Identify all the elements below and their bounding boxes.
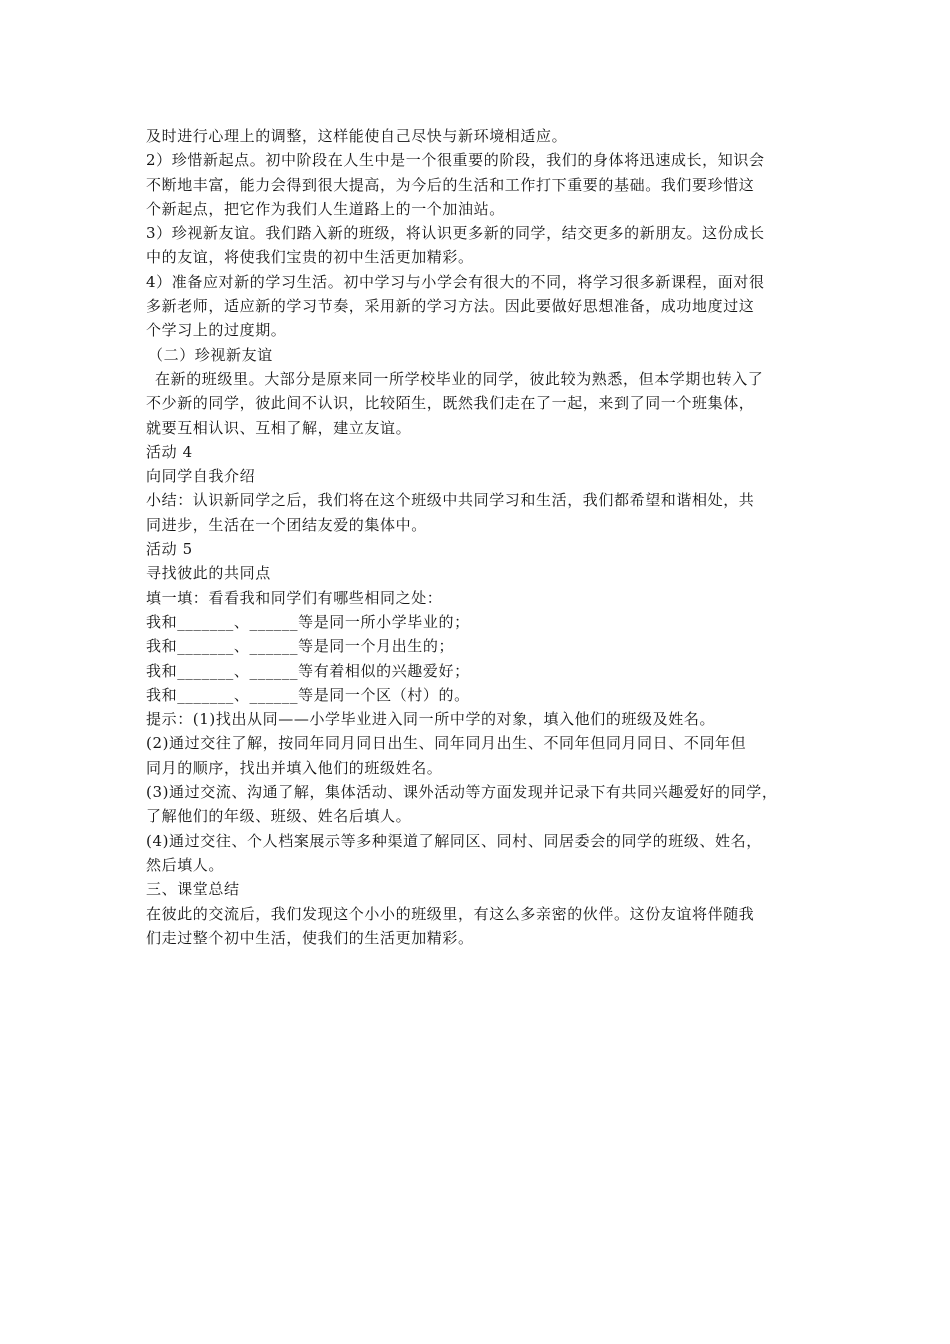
section-heading: （二）珍视新友谊 xyxy=(148,345,273,364)
paragraph-line: 同进步，生活在一个团结友爱的集体中。 xyxy=(146,515,427,534)
fill-in-line: 我和_______、______等是同一个月出生的； xyxy=(146,637,455,656)
activity-heading: 活动 4 xyxy=(146,442,193,461)
fill-in-line: 我和_______、______等有着相似的兴趣爱好； xyxy=(146,661,470,680)
paragraph-line: 了解他们的年级、班级、姓名后填人。 xyxy=(146,807,412,826)
paragraph-line: (4)通过交往、个人档案展示等多种渠道了解同区、同村、同居委会的同学的班级、姓名， xyxy=(146,831,762,850)
paragraph-line: 3）珍视新友谊。我们踏入新的班级，将认识更多新的同学，结交更多的新朋友。这份成长 xyxy=(146,224,765,243)
activity-heading: 活动 5 xyxy=(146,540,193,559)
paragraph-line: 在彼此的交流后，我们发现这个小小的班级里，有这么多亲密的伙伴。这份友谊将伴随我 xyxy=(146,904,755,923)
paragraph-line: 提示：(1)找出从同——小学毕业进入同一所中学的对象，填入他们的班级及姓名。 xyxy=(146,710,716,729)
paragraph-line: 们走过整个初中生活，使我们的生活更加精彩。 xyxy=(146,928,474,947)
paragraph-line: 及时进行心理上的调整，这样能使自己尽快与新环境相适应。 xyxy=(146,127,568,145)
paragraph-line: 填一填：看看我和同学们有哪些相同之处： xyxy=(146,588,443,607)
paragraph-line: 小结：认识新同学之后，我们将在这个班级中共同学习和生活，我们都希望和谐相处，共 xyxy=(146,491,755,510)
document-body xyxy=(146,124,818,950)
paragraph-line: 同月的顺序，找出并填入他们的班级姓名。 xyxy=(146,758,443,777)
fill-in-line: 我和_______、______等是同一所小学毕业的； xyxy=(146,612,470,631)
paragraph-line: 不断地丰富，能力会得到很大提高，为今后的生活和工作打下重要的基础。我们要珍惜这 xyxy=(146,175,755,194)
paragraph-line: 4）准备应对新的学习生活。初中学习与小学会有很大的不同，将学习很多新课程，面对很 xyxy=(146,272,765,291)
paragraph-line: 多新老师，适应新的学习节奏，采用新的学习方法。因此要做好思想准备，成功地度过这 xyxy=(146,297,755,316)
paragraph-line: (3)通过交流、沟通了解，集体活动、课外活动等方面发现并记录下有共同兴趣爱好的同学， xyxy=(146,783,778,802)
section-heading: 三、课堂总结 xyxy=(146,880,240,899)
paragraph-line: 个新起点，把它作为我们人生道路上的一个加油站。 xyxy=(146,199,505,218)
paragraph-line: 然后填人。 xyxy=(146,855,225,874)
paragraph-line: 在新的班级里。大部分是原来同一所学校毕业的同学，彼此较为熟悉，但本学期也转入了 xyxy=(155,369,764,388)
paragraph-line: 中的友谊，将使我们宝贵的初中生活更加精彩。 xyxy=(146,248,474,267)
fill-in-line: 我和_______、______等是同一个区（村）的。 xyxy=(146,685,470,704)
paragraph-line: 2）珍惜新起点。初中阶段在人生中是一个很重要的阶段，我们的身体将迅速成长，知识会 xyxy=(146,151,765,170)
paragraph-line: 向同学自我介绍 xyxy=(146,467,256,486)
paragraph-line: 寻找彼此的共同点 xyxy=(146,564,271,583)
paragraph-line: 就要互相认识、互相了解，建立友谊。 xyxy=(146,418,412,437)
paragraph-line: 不少新的同学，彼此间不认识，比较陌生，既然我们走在了一起，来到了同一个班集体， xyxy=(146,394,755,413)
paragraph-line: 个学习上的过度期。 xyxy=(146,321,287,340)
paragraph-line: (2)通过交往了解，按同年同月同日出生、同年同月出生、不同年但同月同日、不同年但 xyxy=(146,734,747,753)
